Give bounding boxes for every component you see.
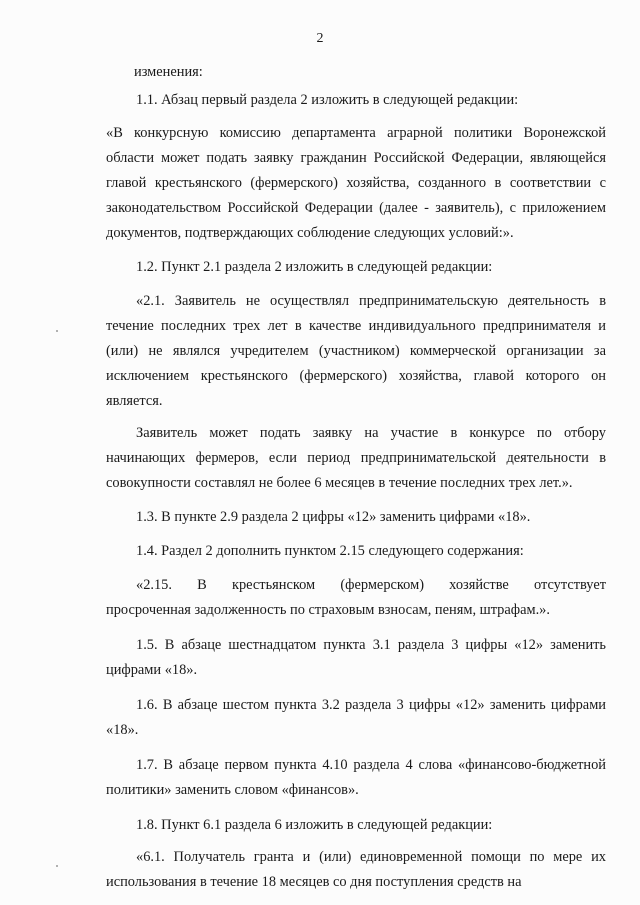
paragraph-1-6: 1.6. В абзаце шестом пункта 3.2 раздела 3 цифры «12» заменить цифрами «18». — [106, 697, 606, 738]
paragraph-1-8: 1.8. Пункт 6.1 раздела 6 изложить в следующей редакции: — [136, 817, 493, 833]
paragraph-quote-2-15-line1: «2.15. В крестьянском (фермерском) хозяйстве отсутствует — [136, 577, 606, 593]
paragraph-quote-commission: «В конкурсную комиссию департамента аграрной политики Воронежской области может подать заявку гражданин Российской Федерации, являющейся главой крестьянского (фермерского) хозяйства, созданного в соответствии с законодательством Российской Федерации (далее - заявитель), с приложением документов, подтверждающих соблюдение следующих условий:». — [106, 125, 606, 241]
paragraph-1-2: 1.2. Пункт 2.1 раздела 2 изложить в следующей редакции: — [136, 259, 493, 275]
paragraph-quote-2-1: «2.1. Заявитель не осуществлял предпринимательскую деятельность в течение последних трех лет в качестве индивидуального предпринимателя и (или) не являлся учредителем (участником) коммерческой организации за исключением крестьянского (фермерского) хозяйства, главой которого он является. — [106, 293, 606, 409]
paragraph-quote-2-15-line2: просроченная задолженность по страховым взносам, пеням, штрафам.». — [106, 602, 550, 618]
paragraph-1-5: 1.5. В абзаце шестнадцатом пункта 3.1 раздела 3 цифры «12» заменить цифрами «18». — [106, 637, 606, 678]
paragraph-1-7: 1.7. В абзаце первом пункта 4.10 раздела 4 слова «финансово-бюджетной политики» заменить словом «финансов». — [106, 757, 606, 798]
paragraph-1-4: 1.4. Раздел 2 дополнить пунктом 2.15 следующего содержания: — [136, 543, 524, 559]
paragraph-applicant-deadline: Заявитель может подать заявку на участие в конкурсе по отбору начинающих фермеров, если период предпринимательской деятельности в совокупности составлял не более 6 месяцев в течение последних трех лет.». — [106, 425, 606, 491]
paragraph-1-3: 1.3. В пункте 2.9 раздела 2 цифры «12» заменить цифрами «18». — [136, 509, 531, 525]
scan-speck — [56, 330, 58, 332]
scan-speck — [56, 865, 58, 867]
paragraph-1-1: 1.1. Абзац первый раздела 2 изложить в следующей редакции: — [136, 92, 519, 108]
document-body — [106, 60, 606, 895]
paragraph-intro: изменения: — [134, 64, 203, 80]
paragraph-quote-6-1: «6.1. Получатель гранта и (или) единовременной помощи по мере их использования в течение 18 месяцев со дня поступления средств на — [106, 849, 606, 890]
page-number: 2 — [316, 31, 324, 46]
